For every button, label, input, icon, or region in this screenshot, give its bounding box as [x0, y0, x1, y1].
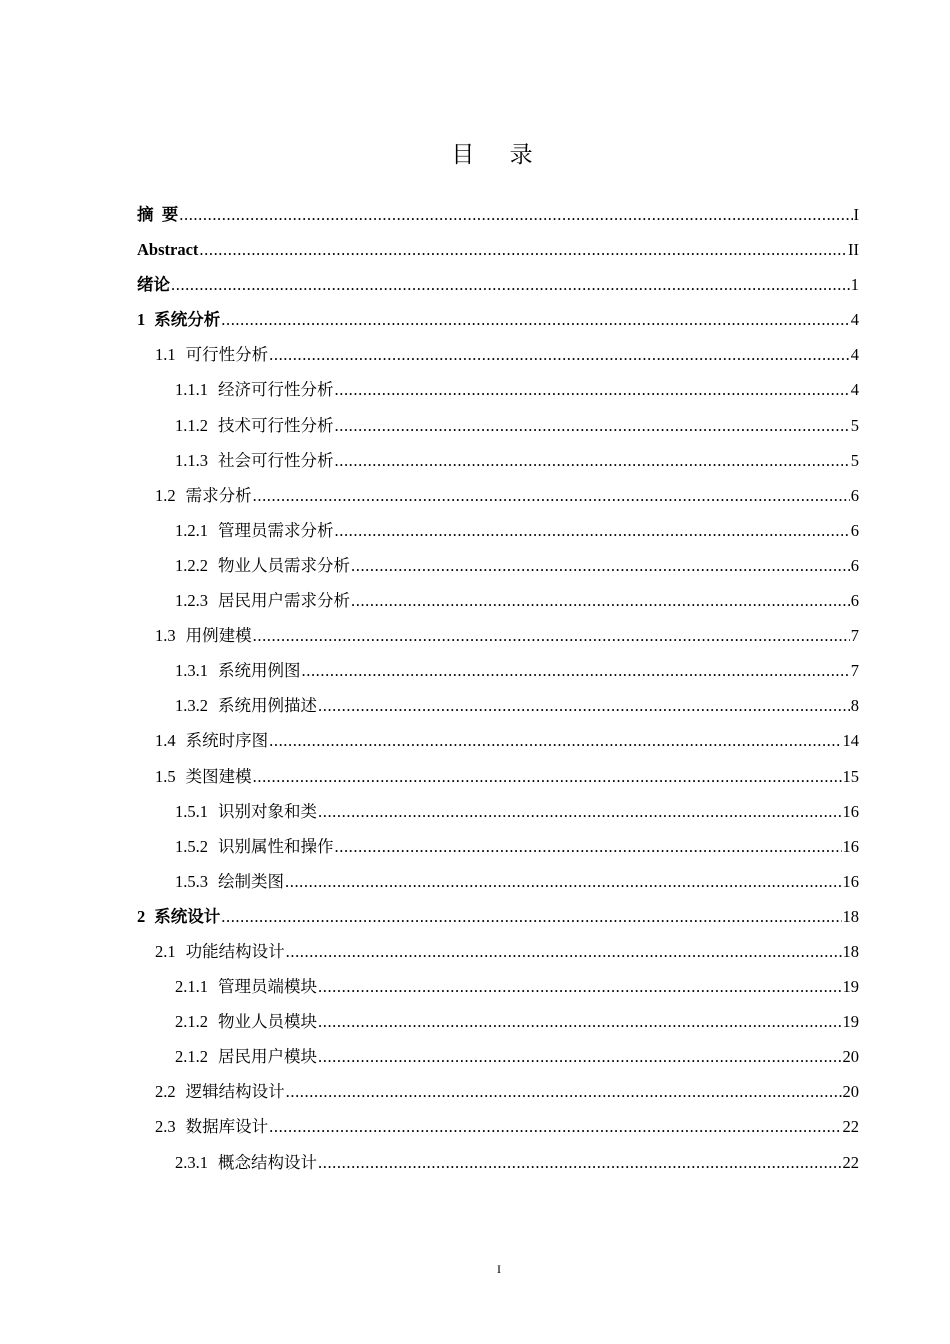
toc-entry[interactable]: [137, 794, 859, 829]
toc-entry-page-number: 1: [850, 275, 859, 295]
toc-entry-number: 1.1.2: [175, 415, 208, 435]
toc-entry-number: 2.1.2: [175, 1012, 208, 1032]
toc-entry-page-number: 4: [850, 345, 859, 365]
toc-entry[interactable]: [137, 337, 859, 372]
dot-leader: [269, 1109, 841, 1144]
dot-leader: [253, 618, 850, 653]
toc-entry-number: 1.5.2: [175, 836, 208, 856]
dot-leader: [335, 829, 842, 864]
toc-entry-page-number: 19: [842, 977, 859, 997]
toc-entry-label: 类图建模: [185, 766, 252, 786]
toc-entry-label: 用例建模: [185, 626, 252, 646]
dot-leader: [253, 478, 850, 513]
dot-leader: [318, 688, 850, 723]
toc-entry-label: 系统用例图: [218, 661, 301, 681]
toc-entry-number: 2.3: [155, 1117, 176, 1137]
toc-entry-number: 1.3: [155, 626, 176, 646]
toc-entry-label: 居民用户需求分析: [218, 591, 350, 611]
toc-entry[interactable]: [137, 443, 859, 478]
toc-entry-page-number: 7: [850, 661, 859, 681]
toc-entry-number: 2: [137, 906, 146, 926]
toc-entry-label: 识别对象和类: [218, 801, 317, 821]
toc-entry-page-number: 18: [842, 941, 859, 961]
toc-entry-number: 1.2.1: [175, 520, 208, 540]
toc-entry-label: 绪论: [137, 275, 170, 295]
dot-leader: [318, 1004, 842, 1039]
dot-leader: [335, 372, 850, 407]
toc-entry[interactable]: [137, 1145, 859, 1180]
toc-entry[interactable]: [137, 1004, 859, 1039]
toc-entry-label: 物业人员需求分析: [218, 555, 350, 575]
toc-entry-number: 1.3.1: [175, 661, 208, 681]
toc-entry-label: 技术可行性分析: [218, 415, 334, 435]
toc-entry[interactable]: [137, 1109, 859, 1144]
toc-entry[interactable]: [137, 267, 859, 302]
dot-leader: [221, 302, 850, 337]
toc-entry-page-number: 5: [850, 450, 859, 470]
toc-entry-number: 1.3.2: [175, 696, 208, 716]
dot-leader: [335, 443, 850, 478]
dot-leader: [351, 548, 850, 583]
dot-leader: [318, 1039, 842, 1074]
dot-leader: [199, 232, 847, 267]
toc-entry-label: 系统分析: [154, 310, 221, 330]
toc-entry-label: 识别属性和操作: [218, 836, 334, 856]
toc-entry-page-number: 20: [842, 1082, 859, 1102]
toc-entry-page-number: 14: [842, 731, 859, 751]
toc-entry-number: 1.2: [155, 485, 176, 505]
toc-entry[interactable]: [137, 688, 859, 723]
dot-leader: [171, 267, 850, 302]
toc-entry-label: 管理员端模块: [218, 977, 317, 997]
toc-entry-number: 1.5: [155, 766, 176, 786]
toc-entry-number: 2.1: [155, 941, 176, 961]
toc-entry-page-number: II: [848, 240, 859, 260]
dot-leader: [269, 723, 841, 758]
toc-entry-page-number: 19: [842, 1012, 859, 1032]
toc-entry-label: 社会可行性分析: [218, 450, 334, 470]
toc-entry-label: 经济可行性分析: [218, 380, 334, 400]
toc-entry-page-number: 22: [842, 1152, 859, 1172]
dot-leader: [318, 794, 842, 829]
toc-entry[interactable]: [137, 408, 859, 443]
dot-leader: [318, 969, 842, 1004]
toc-entry[interactable]: [137, 302, 859, 337]
toc-entry-page-number: 4: [850, 380, 859, 400]
dot-leader: [351, 583, 850, 618]
toc-entry[interactable]: [137, 864, 859, 899]
toc-entry-page-number: 4: [850, 310, 859, 330]
toc-entry-page-number: 20: [842, 1047, 859, 1067]
toc-entry-number: 1.5.1: [175, 801, 208, 821]
toc-entry[interactable]: [137, 583, 859, 618]
table-of-contents: [137, 197, 859, 1180]
dot-leader: [269, 337, 850, 372]
dot-leader: [179, 197, 852, 232]
toc-entry-number: 2.1.1: [175, 977, 208, 997]
toc-entry-page-number: 5: [850, 415, 859, 435]
toc-entry[interactable]: [137, 829, 859, 864]
toc-entry-number: 2.1.2: [175, 1047, 208, 1067]
dot-leader: [335, 408, 850, 443]
dot-leader: [286, 1074, 842, 1109]
page-title: 目 录: [451, 142, 547, 168]
toc-entry-number: 2.2: [155, 1082, 176, 1102]
dot-leader: [285, 864, 842, 899]
toc-entry[interactable]: [137, 1039, 859, 1074]
toc-entry-number: 1.2.2: [175, 555, 208, 575]
toc-entry-page-number: 6: [850, 555, 859, 575]
toc-entry-number: 1.1.3: [175, 450, 208, 470]
toc-entry-number: 2.3.1: [175, 1152, 208, 1172]
toc-entry-label: Abstract: [137, 240, 199, 260]
toc-entry-label: 居民用户模块: [218, 1047, 317, 1067]
toc-entry[interactable]: [137, 478, 859, 513]
toc-entry-number: 1.1.1: [175, 380, 208, 400]
toc-entry[interactable]: [137, 548, 859, 583]
toc-entry-page-number: 6: [850, 520, 859, 540]
toc-entry-page-number: 22: [842, 1117, 859, 1137]
dot-leader: [335, 513, 850, 548]
toc-entry[interactable]: [137, 232, 859, 267]
toc-entry-page-number: 18: [842, 906, 859, 926]
toc-entry-label: 物业人员模块: [218, 1012, 317, 1032]
dot-leader: [286, 934, 842, 969]
toc-entry-page-number: 6: [850, 591, 859, 611]
toc-entry[interactable]: [137, 197, 859, 232]
dot-leader: [302, 653, 850, 688]
dot-leader: [221, 899, 841, 934]
toc-entry[interactable]: [137, 759, 859, 794]
toc-entry-number: 1: [137, 310, 146, 330]
toc-entry-page-number: 8: [850, 696, 859, 716]
toc-entry-label: 系统设计: [154, 906, 221, 926]
toc-entry-page-number: 15: [842, 766, 859, 786]
toc-entry-number: 1.4: [155, 731, 176, 751]
toc-entry-page-number: 16: [842, 836, 859, 856]
toc-entry[interactable]: [137, 513, 859, 548]
toc-entry[interactable]: [137, 723, 859, 758]
toc-entry-page-number: 16: [842, 801, 859, 821]
toc-entry-number: 1.1: [155, 345, 176, 365]
toc-entry[interactable]: [137, 899, 859, 934]
toc-entry-label: 系统时序图: [185, 731, 269, 751]
toc-entry-label: 管理员需求分析: [218, 520, 334, 540]
toc-entry-number: 1.2.3: [175, 591, 208, 611]
toc-entry[interactable]: [137, 618, 859, 653]
toc-entry-label: 系统用例描述: [218, 696, 317, 716]
toc-entry-label: 摘 要: [137, 205, 179, 224]
footer-page-number: I: [497, 1262, 501, 1276]
toc-entry-number: 1.5.3: [175, 871, 208, 891]
toc-entry[interactable]: [137, 1074, 859, 1109]
toc-entry-label: 可行性分析: [185, 345, 269, 365]
toc-entry-page-number: 7: [850, 626, 859, 646]
toc-entry-label: 数据库设计: [185, 1117, 269, 1137]
toc-entry-label: 逻辑结构设计: [185, 1082, 285, 1102]
toc-entry[interactable]: [137, 969, 859, 1004]
toc-entry-page-number: 6: [850, 485, 859, 505]
toc-entry-page-number: 16: [842, 871, 859, 891]
toc-entry-label: 绘制类图: [218, 871, 284, 891]
toc-entry-label: 需求分析: [185, 485, 252, 505]
toc-entry[interactable]: [137, 934, 859, 969]
toc-entry-label: 概念结构设计: [218, 1152, 317, 1172]
toc-entry[interactable]: [137, 372, 859, 407]
toc-entry[interactable]: [137, 653, 859, 688]
dot-leader: [318, 1145, 842, 1180]
toc-entry-page-number: I: [853, 205, 859, 224]
toc-entry-label: 功能结构设计: [185, 941, 285, 961]
dot-leader: [253, 759, 842, 794]
